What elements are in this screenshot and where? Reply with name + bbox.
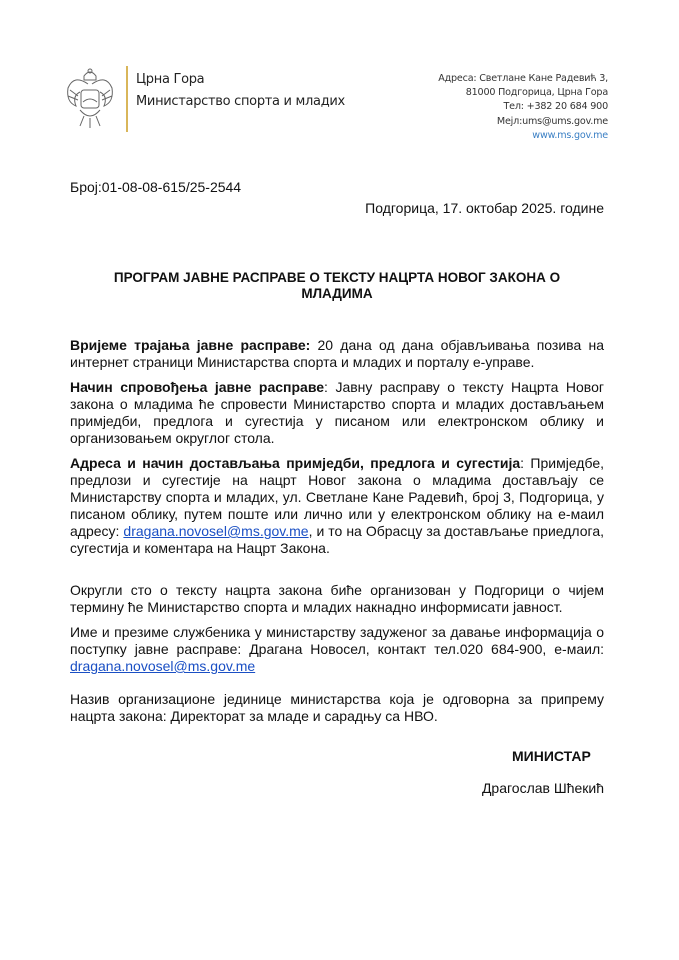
header-divider (126, 66, 128, 132)
label: Вријеме трајања јавне расправе: (70, 337, 311, 353)
address-line: Адреса: Светлане Кане Радевић 3, (438, 73, 608, 84)
reference-number: Број:01-08-08-615/25-2544 (70, 179, 242, 195)
signature-name: Драгослав Шћекић (481, 780, 604, 796)
title-line: ПРОГРАМ ЈАВНЕ РАСПРАВЕ О ТЕКСТУ НАЦРТА НОВОГ ЗАКОНА О (113, 270, 561, 285)
email-link[interactable]: dragana.novosel@ms.gov.me (123, 523, 309, 539)
date-line: Подгорица, 17. октобар 2025. године (365, 200, 604, 216)
paragraph-address (70, 455, 604, 557)
coat-of-arms-icon (64, 66, 116, 132)
ministry-name: Министарство спорта и младих (136, 94, 345, 109)
country-name: Црна Гора (136, 72, 205, 87)
label: Адреса и начин достављања примједби, предлога и сугестија (70, 455, 521, 471)
text: , и то на Обрасцу за достављање приедлога, сугестија и коментара на Нацрт Закона. (70, 523, 604, 556)
signature-title: МИНИСТАР (512, 748, 591, 764)
text: : Примједбе, предлози и сугестије на нацрт Новог закона о младима достављају се Министарству спорта и младих, ул. Светлане Кане Радевић, број 3, Подгорица, у писаном облику, путем поште или лично или у електронском облику на е-маил адресу: (70, 455, 604, 539)
label: Начин спровођења јавне расправе (70, 379, 325, 395)
email-link[interactable]: dragana.novosel@ms.gov.me (70, 658, 256, 674)
paragraph-method (70, 379, 604, 447)
paragraph-contact (70, 624, 604, 675)
title-line: МЛАДИМА (301, 286, 373, 301)
website-link[interactable]: www.ms.gov.me (532, 129, 608, 141)
address-line: 81000 Подгорица, Црна Гора (465, 87, 608, 99)
contact-block (438, 72, 608, 143)
document-title (70, 270, 604, 302)
paragraph-round-table: Округли сто о тексту нацрта закона биће организован у Подгорици о чијем термину ће Министарство спорта и младих накнадно информисати јавност. (70, 582, 604, 615)
text: Име и презиме службеника у министарству задуженог за давање информација о поступку јавне расправе: Драгана Новосел, контакт тел.020 684-900, е-маил: (70, 624, 604, 657)
text: 20 дана од дана објављивања позива на интернет страници Министарства спорта и младих и порталу е-управе. (70, 337, 604, 370)
text: : Јавну расправу о тексту Нацрта Новог закона о младима ће спровести Министарство спорта и младих достављањем примједби, предлога и сугестија у писаном или електронском облику и организовањем округлог стола. (70, 379, 604, 446)
phone-line: Тел: +382 20 684 900 (503, 101, 608, 113)
paragraph-unit: Назив организационе јединице министарства која је одговорна за припрему нацрта закона: Директорат за младе и сарадњу са НВО. (70, 691, 604, 724)
paragraph-duration (70, 337, 604, 371)
document-body (70, 337, 604, 733)
email-line: Мејл:ums@ums.gov.me (496, 115, 608, 127)
